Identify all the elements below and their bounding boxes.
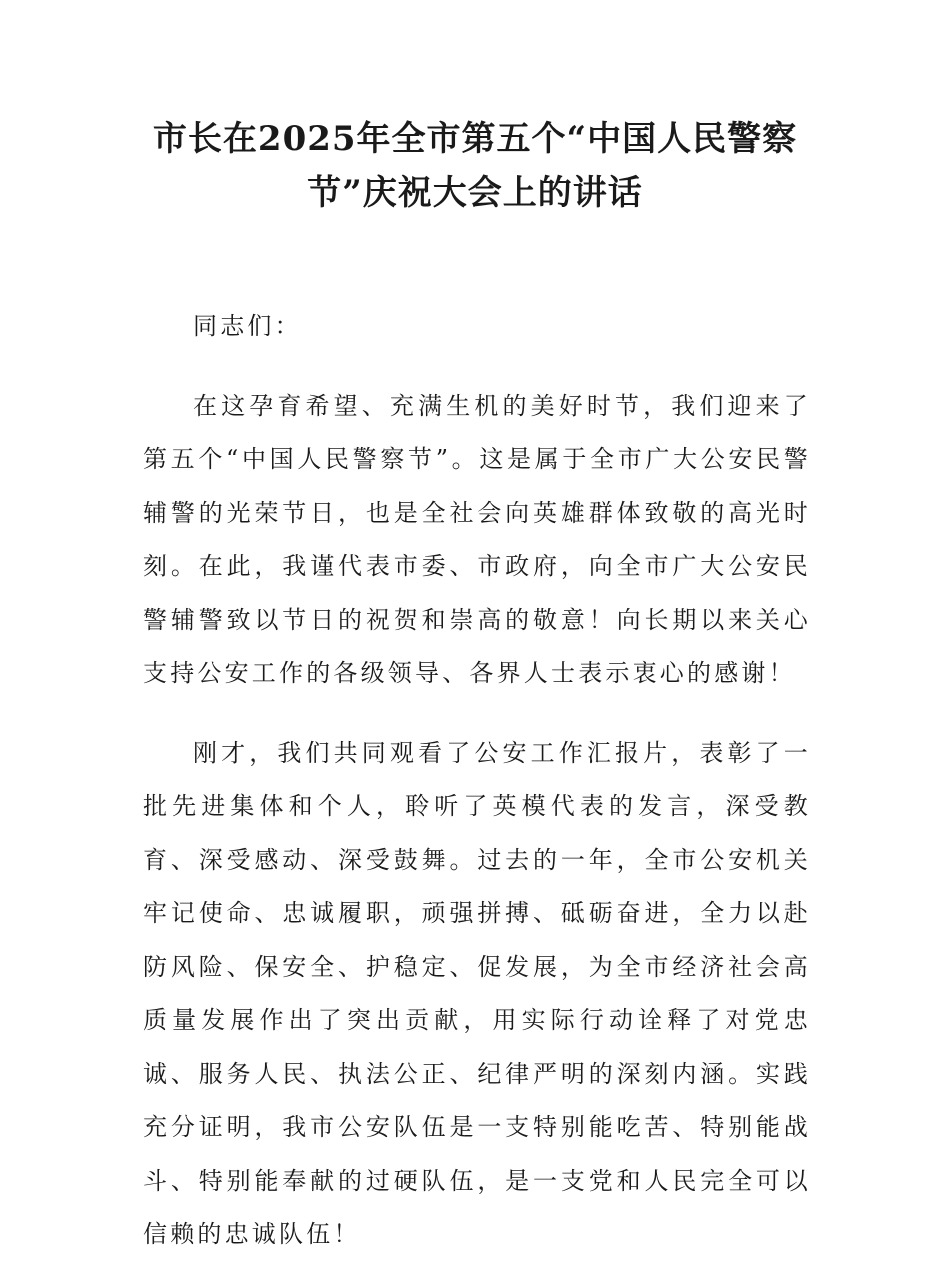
- greeting: 同志们：: [193, 312, 302, 340]
- document-body: [143, 300, 811, 1288]
- paragraph-1: 在这孕育希望、充满生机的美好时节，我们迎来了第五个“中国人民警察节”。这是属于全市广大公安民警辅警的光荣节日，也是全社会向英雄群体致敬的高光时刻。在此，我谨代表市委、市政府，向全市广大公安民警辅警致以节日的祝贺和崇高的敬意！向长期以来关心支持公安工作的各级领导、各界人士表示衷心的感谢！: [143, 391, 811, 687]
- paragraph-2: 刚才，我们共同观看了公安工作汇报片，表彰了一批先进集体和个人，聆听了英模代表的发言，深受教育、深受感动、深受鼓舞。过去的一年，全市公安机关牢记使命、忠诚履职，顽强拼搏、砥砺奋进，全力以赴防风险、保安全、护稳定、促发展，为全市经济社会高质量发展作出了突出贡献，用实际行动诠释了对党忠诚、服务人民、执法公正、纪律严明的深刻内涵。实践充分证明，我市公安队伍是一支特别能吃苦、特别能战斗、特别能奉献的过硬队伍，是一支党和人民完全可以信赖的忠诚队伍！: [143, 738, 811, 1248]
- document-title: 市长在2025年全市第五个“中国人民警察节”庆祝大会上的讲话: [152, 119, 798, 213]
